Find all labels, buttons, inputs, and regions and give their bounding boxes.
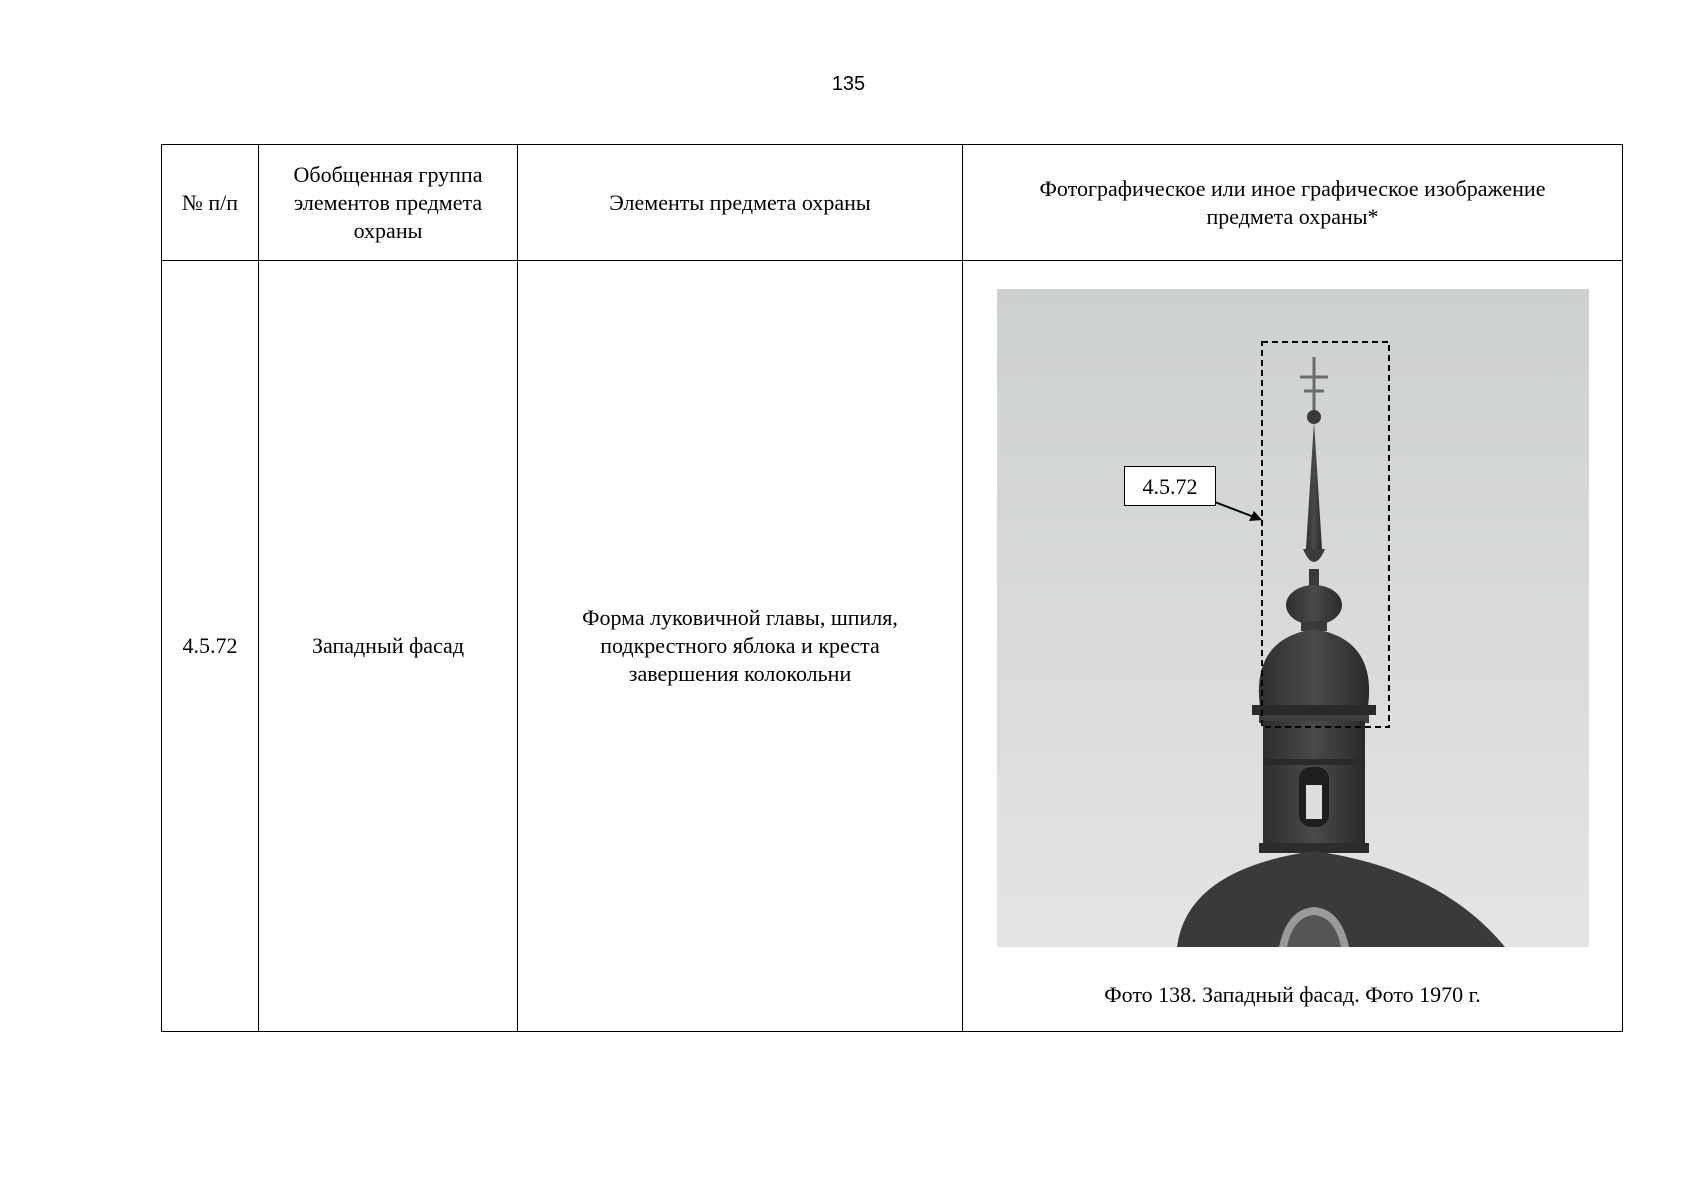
page-number: 135: [831, 73, 866, 95]
header-group: Обобщенная группа элементов предмета охраны: [259, 145, 518, 261]
cell-elements: Форма луковичной главы, шпиля, подкрестного яблока и креста завершения колокольни: [518, 261, 963, 1032]
bell-tower-photo: [997, 289, 1589, 947]
header-num: № п/п: [162, 145, 259, 261]
callout-label: 4.5.72: [1124, 466, 1216, 506]
header-photo: Фотографическое или иное графическое изображение предмета охраны*: [963, 145, 1623, 261]
cell-num: 4.5.72: [162, 261, 259, 1032]
protection-table: [161, 144, 1623, 1032]
bell-tower-photo-image: [997, 289, 1589, 947]
cell-group: Западный фасад: [259, 261, 518, 1032]
cell-photo: [963, 261, 1623, 1032]
table-row: [162, 261, 1623, 1032]
table-header-row: [162, 145, 1623, 261]
header-elements: Элементы предмета охраны: [518, 145, 963, 261]
photo-caption: Фото 138. Западный фасад. Фото 1970 г.: [1104, 982, 1481, 1007]
